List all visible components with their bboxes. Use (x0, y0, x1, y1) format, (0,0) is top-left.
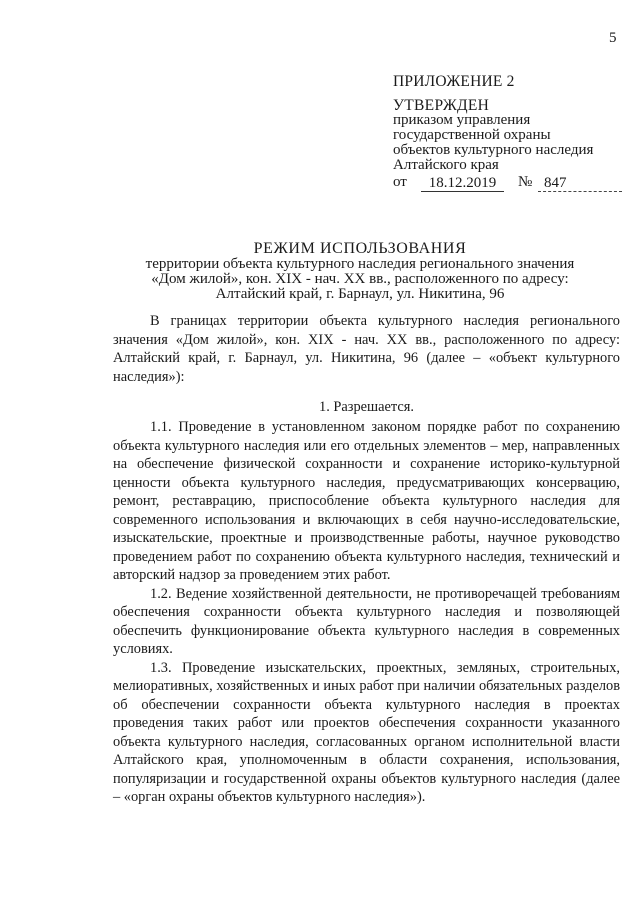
approval-line: Алтайского края (393, 157, 499, 173)
page-number: 5 (609, 30, 617, 46)
order-from-label: от (393, 174, 407, 190)
section-items (113, 418, 620, 807)
order-number-label: № (518, 174, 533, 190)
order-details (393, 175, 633, 192)
title-subline: территории объекта культурного наследия регионального значения (145, 256, 575, 272)
approval-line: приказом управления (393, 112, 531, 128)
order-number: 847 (538, 175, 622, 192)
section-item-1-2: 1.2. Ведение хозяйственной деятельности, не противоречащей требованиям обеспечения сохранности объекта культурного наследия и позволяющей обеспечить функционирование объекта культурного наследия в современных условиях. (113, 585, 620, 657)
document-title-block (130, 241, 590, 302)
order-date: 18.12.2019 (421, 175, 504, 192)
section-heading: 1. Разрешается. (319, 399, 414, 415)
title-subline: Алтайский край, г. Барнаул, ул. Никитина, 96 (215, 286, 505, 302)
intro-text: В границах территории объекта культурного наследия регионального значения «Дом жилой», кон. XIX - нач. XX вв., расположенного по адресу: Алтайский край, г. Барнаул, ул. Никитина, 96 (далее – «объект культурного наследия»): (113, 313, 620, 385)
section-item-1-3: 1.3. Проведение изыскательских, проектных, земляных, строительных, мелиоративных, хозяйственных и иных работ при наличии обязательных разделов об обеспечении сохранности объекта культурного наследия в проектах проведения таких работ или проектов обеспечения сохранности указанного объекта культурного наследия, согласованных органом исполнительной власти Алтайского края, уполномоченным в области сохранения, использования, популяризации и государственной охраны объектов культурного наследия (далее – «орган охраны объектов культурного наследия»). (113, 659, 620, 805)
document-title: РЕЖИМ ИСПОЛЬЗОВАНИЯ (253, 240, 467, 257)
approved-label: УТВЕРЖДЕН (393, 97, 490, 114)
intro-paragraph (113, 312, 620, 386)
appendix-label: ПРИЛОЖЕНИЕ 2 (393, 73, 515, 90)
approval-line: государственной охраны (393, 127, 551, 143)
approval-stamp (393, 74, 633, 192)
section-item-1-1: 1.1. Проведение в установленном законом порядке работ по сохранению объекта культурного наследия или его отдельных элементов – мер, направленных на обеспечение физической сохранности и сохранение историко-культурной ценности объекта культурного наследия, предусматривающих консервацию, ремонт, реставрацию, приспособление объекта культурного наследия для современного использования и включающих в себя научно-исследовательские, изыскательские, проектные и производственные работы, научное руководство проведением работ по сохранению объекта культурного наследия, технический и авторский надзор за проведением этих работ. (113, 419, 620, 583)
title-subline: «Дом жилой», кон. XIX - нач. XX вв., расположенного по адресу: (151, 271, 569, 287)
approval-line: объектов культурного наследия (393, 142, 594, 158)
